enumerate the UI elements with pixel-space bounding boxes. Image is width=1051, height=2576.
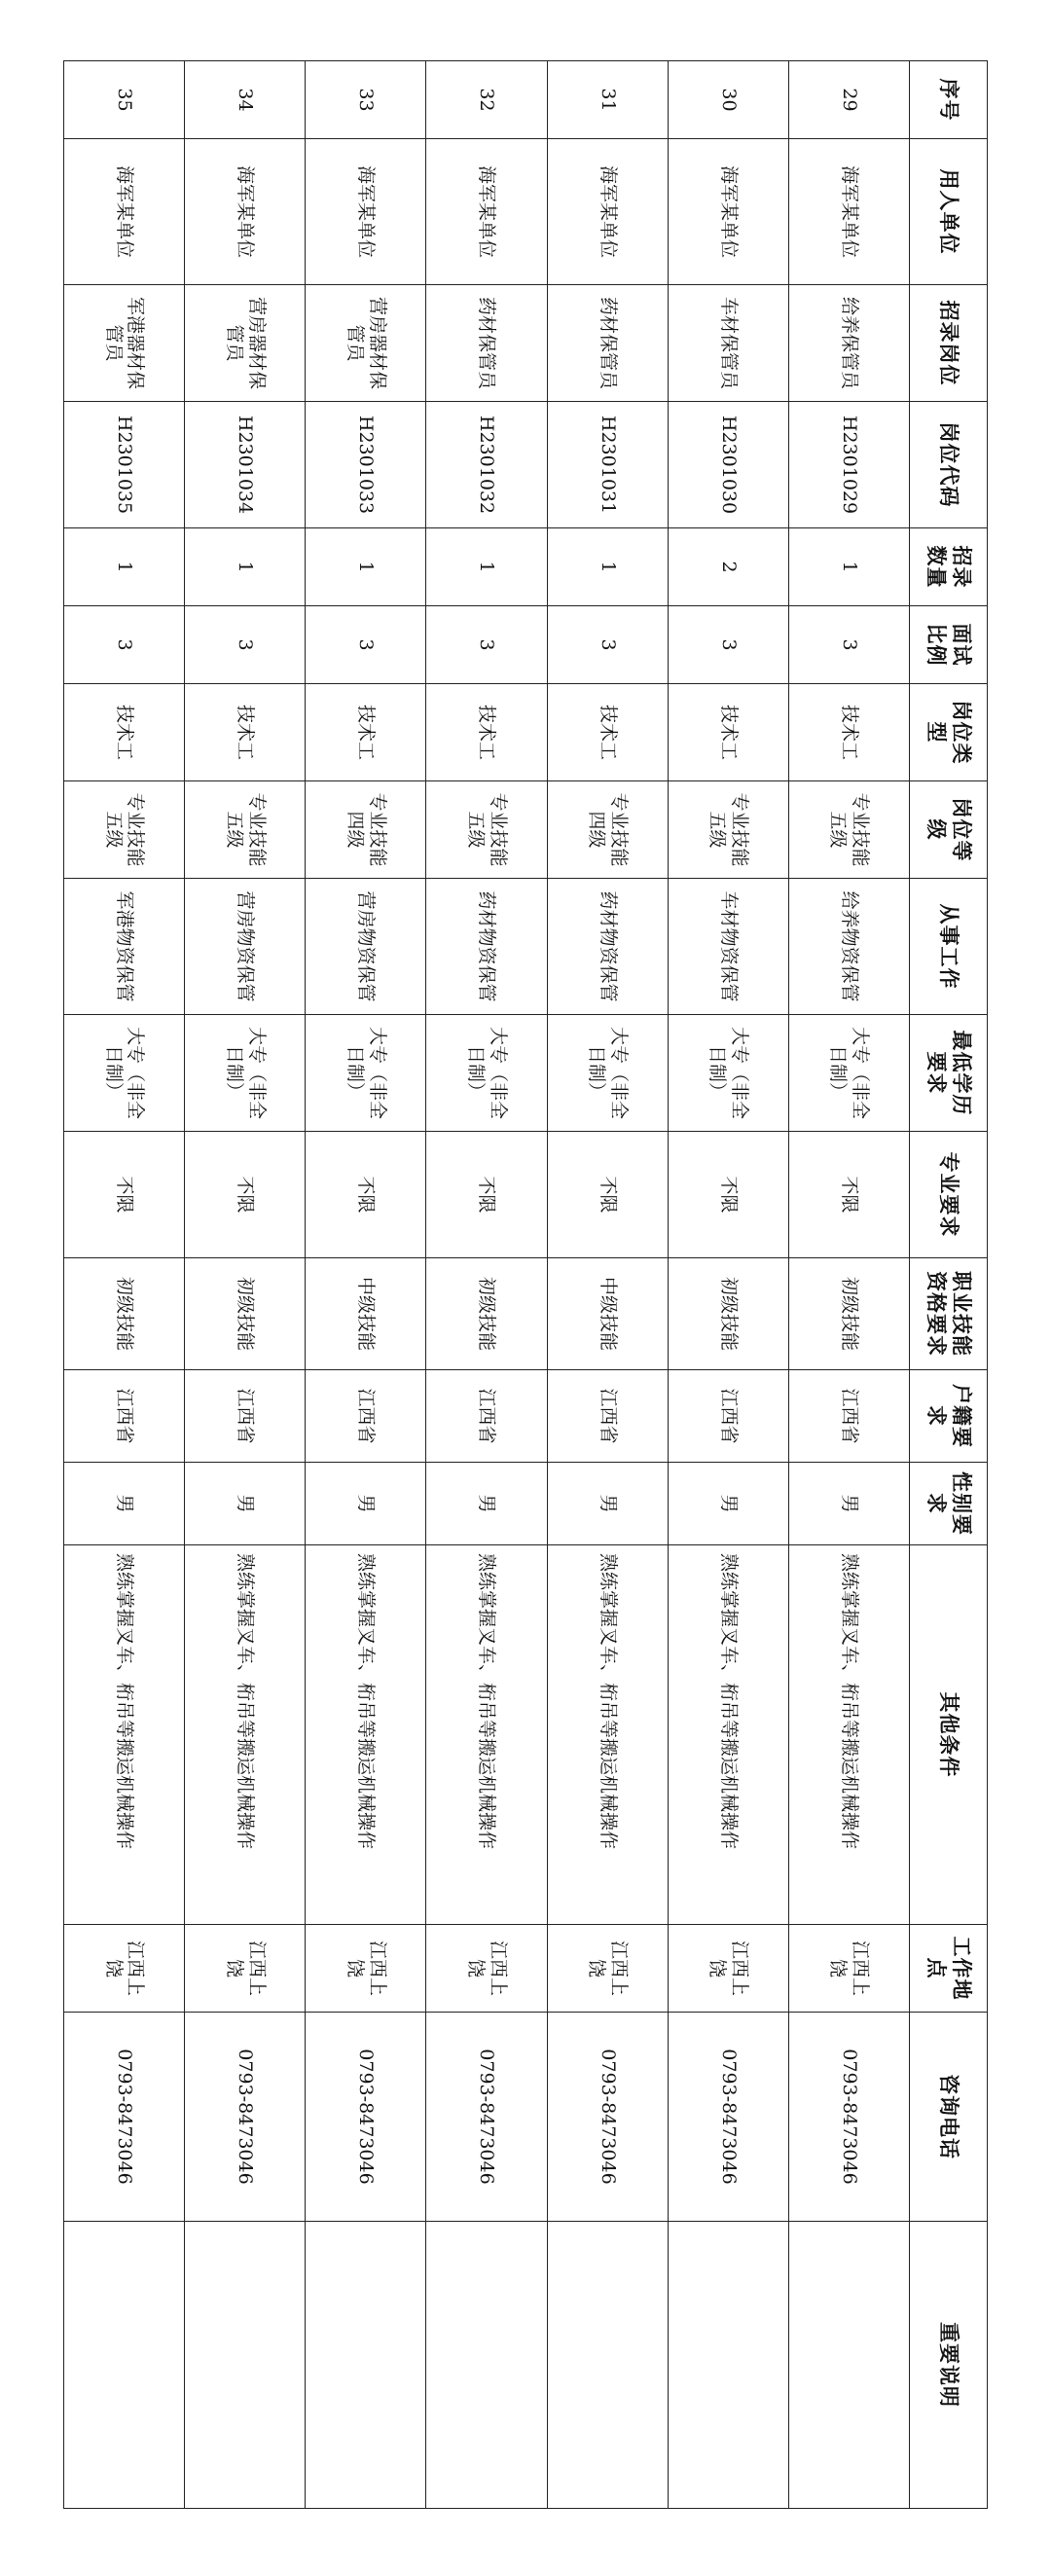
cell-seq: 32	[426, 61, 547, 139]
cell-work: 营房物资保管	[185, 879, 306, 1015]
cell-num: 1	[64, 528, 185, 606]
header-num: 招录数量	[910, 528, 988, 606]
cell-phone: 0793-8473046	[668, 2013, 788, 2222]
cell-edu: 大专（非全日制）	[668, 1015, 788, 1132]
cell-ratio: 3	[185, 606, 306, 684]
cell-phone: 0793-8473046	[306, 2013, 426, 2222]
header-level: 岗位等级	[910, 781, 988, 879]
cell-phone: 0793-8473046	[185, 2013, 306, 2222]
cell-ratio: 3	[306, 606, 426, 684]
cell-unit: 海军某单位	[547, 139, 668, 285]
cell-hukou: 江西省	[426, 1370, 547, 1463]
cell-post: 给养保管员	[788, 285, 909, 402]
cell-type: 技术工	[426, 684, 547, 781]
header-cert: 职业技能资格要求	[910, 1258, 988, 1370]
cell-num: 1	[306, 528, 426, 606]
cell-edu: 大专（非全日制）	[64, 1015, 185, 1132]
cell-work: 给养物资保管	[788, 879, 909, 1015]
header-sex: 性别要求	[910, 1463, 988, 1545]
cell-type: 技术工	[668, 684, 788, 781]
cell-ratio: 3	[668, 606, 788, 684]
cell-work: 车材物资保管	[668, 879, 788, 1015]
header-hukou: 户籍要求	[910, 1370, 988, 1463]
table-row	[426, 61, 547, 2509]
cell-code: H2301031	[547, 402, 668, 528]
cell-place: 江西上饶	[788, 1925, 909, 2013]
cell-num: 1	[426, 528, 547, 606]
recruitment-table	[63, 60, 988, 2509]
cell-note	[306, 2222, 426, 2509]
cell-num: 2	[668, 528, 788, 606]
cell-hukou: 江西省	[547, 1370, 668, 1463]
cell-major: 不限	[185, 1132, 306, 1258]
cell-major: 不限	[547, 1132, 668, 1258]
cell-note	[788, 2222, 909, 2509]
cell-place: 江西上饶	[547, 1925, 668, 2013]
cell-code: H2301029	[788, 402, 909, 528]
cell-phone: 0793-8473046	[64, 2013, 185, 2222]
cell-sex: 男	[185, 1463, 306, 1545]
cell-hukou: 江西省	[185, 1370, 306, 1463]
cell-cert: 中级技能	[306, 1258, 426, 1370]
cell-unit: 海军某单位	[788, 139, 909, 285]
cell-type: 技术工	[306, 684, 426, 781]
cell-major: 不限	[788, 1132, 909, 1258]
cell-seq: 31	[547, 61, 668, 139]
cell-place: 江西上饶	[668, 1925, 788, 2013]
cell-post: 药材保管员	[426, 285, 547, 402]
cell-cert: 中级技能	[547, 1258, 668, 1370]
cell-hukou: 江西省	[64, 1370, 185, 1463]
cell-edu: 大专（非全日制）	[185, 1015, 306, 1132]
cell-ratio: 3	[64, 606, 185, 684]
cell-unit: 海军某单位	[306, 139, 426, 285]
cell-level: 专业技能五级	[788, 781, 909, 879]
cell-major: 不限	[64, 1132, 185, 1258]
cell-unit: 海军某单位	[185, 139, 306, 285]
cell-other: 熟练掌握叉车、桁吊等搬运机械操作	[788, 1545, 909, 1925]
cell-seq: 34	[185, 61, 306, 139]
cell-unit: 海军某单位	[426, 139, 547, 285]
cell-num: 1	[547, 528, 668, 606]
header-seq: 序号	[910, 61, 988, 139]
cell-type: 技术工	[788, 684, 909, 781]
cell-post: 车材保管员	[668, 285, 788, 402]
cell-code: H2301034	[185, 402, 306, 528]
cell-cert: 初级技能	[668, 1258, 788, 1370]
cell-level: 专业技能五级	[668, 781, 788, 879]
cell-post: 军港器材保管员	[64, 285, 185, 402]
cell-work: 药材物资保管	[426, 879, 547, 1015]
cell-note	[64, 2222, 185, 2509]
table-row	[547, 61, 668, 2509]
cell-edu: 大专（非全日制）	[306, 1015, 426, 1132]
cell-major: 不限	[426, 1132, 547, 1258]
table-row	[185, 61, 306, 2509]
cell-sex: 男	[547, 1463, 668, 1545]
header-phone: 咨询电话	[910, 2013, 988, 2222]
cell-other: 熟练掌握叉车、桁吊等搬运机械操作	[64, 1545, 185, 1925]
cell-cert: 初级技能	[64, 1258, 185, 1370]
cell-num: 1	[788, 528, 909, 606]
cell-sex: 男	[788, 1463, 909, 1545]
cell-major: 不限	[668, 1132, 788, 1258]
cell-unit: 海军某单位	[668, 139, 788, 285]
cell-unit: 海军某单位	[64, 139, 185, 285]
cell-ratio: 3	[788, 606, 909, 684]
cell-hukou: 江西省	[788, 1370, 909, 1463]
cell-post: 药材保管员	[547, 285, 668, 402]
cell-sex: 男	[306, 1463, 426, 1545]
cell-sex: 男	[64, 1463, 185, 1545]
table-row	[306, 61, 426, 2509]
cell-note	[426, 2222, 547, 2509]
cell-level: 专业技能五级	[426, 781, 547, 879]
cell-work: 军港物资保管	[64, 879, 185, 1015]
cell-sex: 男	[668, 1463, 788, 1545]
cell-hukou: 江西省	[306, 1370, 426, 1463]
cell-level: 专业技能五级	[185, 781, 306, 879]
cell-type: 技术工	[64, 684, 185, 781]
cell-type: 技术工	[547, 684, 668, 781]
cell-phone: 0793-8473046	[547, 2013, 668, 2222]
cell-major: 不限	[306, 1132, 426, 1258]
cell-level: 专业技能五级	[64, 781, 185, 879]
cell-num: 1	[185, 528, 306, 606]
cell-edu: 大专（非全日制）	[788, 1015, 909, 1132]
cell-level: 专业技能四级	[547, 781, 668, 879]
cell-note	[668, 2222, 788, 2509]
cell-code: H2301033	[306, 402, 426, 528]
cell-code: H2301035	[64, 402, 185, 528]
cell-note	[547, 2222, 668, 2509]
cell-type: 技术工	[185, 684, 306, 781]
header-major: 专业要求	[910, 1132, 988, 1258]
cell-phone: 0793-8473046	[426, 2013, 547, 2222]
cell-place: 江西上饶	[306, 1925, 426, 2013]
cell-code: H2301030	[668, 402, 788, 528]
header-place: 工作地点	[910, 1925, 988, 2013]
cell-edu: 大专（非全日制）	[426, 1015, 547, 1132]
header-post: 招录岗位	[910, 285, 988, 402]
cell-cert: 初级技能	[788, 1258, 909, 1370]
cell-code: H2301032	[426, 402, 547, 528]
cell-work: 营房物资保管	[306, 879, 426, 1015]
cell-ratio: 3	[426, 606, 547, 684]
table-body	[64, 61, 910, 2509]
cell-seq: 29	[788, 61, 909, 139]
cell-ratio: 3	[547, 606, 668, 684]
cell-other: 熟练掌握叉车、桁吊等搬运机械操作	[547, 1545, 668, 1925]
cell-note	[185, 2222, 306, 2509]
cell-seq: 33	[306, 61, 426, 139]
cell-post: 营房器材保管员	[185, 285, 306, 402]
cell-hukou: 江西省	[668, 1370, 788, 1463]
cell-other: 熟练掌握叉车、桁吊等搬运机械操作	[185, 1545, 306, 1925]
cell-place: 江西上饶	[185, 1925, 306, 2013]
header-code: 岗位代码	[910, 402, 988, 528]
cell-edu: 大专（非全日制）	[547, 1015, 668, 1132]
cell-cert: 初级技能	[185, 1258, 306, 1370]
cell-place: 江西上饶	[64, 1925, 185, 2013]
cell-work: 药材物资保管	[547, 879, 668, 1015]
cell-cert: 初级技能	[426, 1258, 547, 1370]
recruitment-table-rotated	[63, 60, 988, 2508]
cell-seq: 35	[64, 61, 185, 139]
cell-other: 熟练掌握叉车、桁吊等搬运机械操作	[668, 1545, 788, 1925]
header-other: 其他条件	[910, 1545, 988, 1925]
cell-other: 熟练掌握叉车、桁吊等搬运机械操作	[426, 1545, 547, 1925]
header-work: 从事工作	[910, 879, 988, 1015]
table-row	[788, 61, 909, 2509]
cell-post: 营房器材保管员	[306, 285, 426, 402]
cell-other: 熟练掌握叉车、桁吊等搬运机械操作	[306, 1545, 426, 1925]
header-note: 重要说明	[910, 2222, 988, 2509]
header-edu: 最低学历要求	[910, 1015, 988, 1132]
header-unit: 用人单位	[910, 139, 988, 285]
cell-level: 专业技能四级	[306, 781, 426, 879]
cell-seq: 30	[668, 61, 788, 139]
cell-sex: 男	[426, 1463, 547, 1545]
table-row	[668, 61, 788, 2509]
table-row	[64, 61, 185, 2509]
header-type: 岗位类型	[910, 684, 988, 781]
table-header-row	[910, 61, 988, 2509]
cell-phone: 0793-8473046	[788, 2013, 909, 2222]
cell-place: 江西上饶	[426, 1925, 547, 2013]
header-ratio: 面试比例	[910, 606, 988, 684]
